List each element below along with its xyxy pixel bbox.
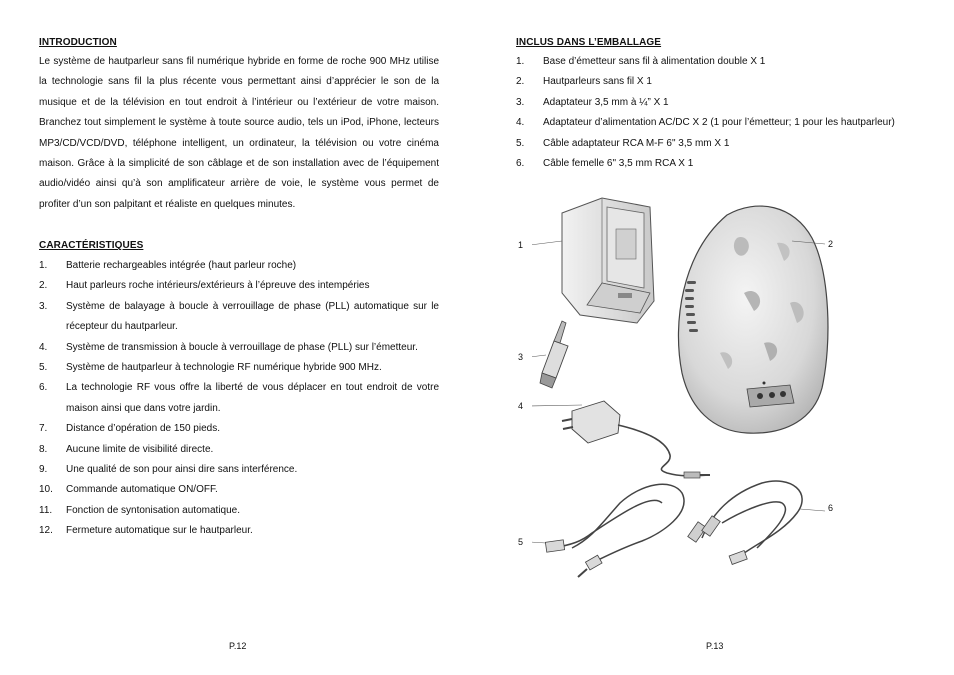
item-text: Système de balayage à boucle à verrouillage de phase (PLL) automatique sur le — [66, 300, 439, 312]
intro-line: audio/vidéo ainsi qu’à son amplificateur arrière de voie, le système vous permet de — [39, 178, 439, 190]
page-number: P.12 — [229, 641, 247, 651]
list-item — [39, 297, 439, 338]
item-number: 2. — [39, 280, 48, 292]
item-number: 3. — [516, 96, 525, 108]
item-number: 6. — [39, 382, 48, 394]
item-number: 2. — [516, 76, 525, 88]
list-item — [516, 52, 936, 72]
list-item — [39, 501, 439, 521]
features-list — [39, 256, 439, 542]
item-text: Fonction de syntonisation automatique. — [66, 504, 240, 516]
intro-line: Le système de hautparleur sans fil numérique hybride en forme de roche 900 MHz utilise — [39, 56, 439, 67]
item-text: Base d’émetteur sans fil à alimentation double X 1 — [543, 56, 766, 67]
item-text: La technologie RF vous offre la liberté de vous déplacer en tout endroit de votre — [66, 382, 439, 394]
intro-line: profiter d’un son palpitant et réaliste en quelques minutes. — [39, 198, 296, 210]
item-number: 6. — [516, 158, 525, 170]
list-item — [516, 113, 936, 133]
transmitter-base-drawing — [562, 198, 654, 323]
item-number: 1. — [516, 56, 525, 67]
item-number: 4. — [39, 341, 48, 353]
intro-line: Branchez tout simplement le système à toute source audio, tels un iPod, iPhone, lecteurs — [39, 117, 439, 129]
package-contents-illustration — [518, 193, 862, 588]
introduction-heading: INTRODUCTION — [39, 37, 117, 48]
list-item — [39, 460, 439, 480]
list-item — [39, 276, 439, 296]
item-text: Adaptateur 3,5 mm à ¼” X 1 — [543, 96, 669, 108]
item-number: 5. — [39, 362, 48, 374]
item-number: 9. — [39, 464, 48, 476]
item-text: Fermeture automatique sur le hautparleur. — [66, 525, 253, 537]
item-text: Adaptateur d’alimentation AC/DC X 2 (1 pour l’émetteur; 1 pour les hautparleur) — [543, 117, 895, 129]
rca-mf-cable-drawing — [545, 484, 684, 577]
item-number: 11. — [39, 504, 53, 516]
item-number: 1. — [39, 260, 48, 271]
item-text: Système de hautparleur à technologie RF numérique hybride 900 MHz. — [66, 362, 382, 374]
item-text: Hautparleurs sans fil X 1 — [543, 76, 652, 88]
features-heading: CARACTÉRISTIQUES — [39, 240, 144, 251]
page-number: P.13 — [706, 641, 724, 651]
list-item — [516, 134, 936, 154]
item-text: Câble adaptateur RCA M-F 6" 3,5 mm X 1 — [543, 137, 730, 149]
rock-speaker-drawing — [678, 206, 828, 433]
list-item — [39, 419, 439, 439]
item-text: Câble femelle 6" 3,5 mm RCA X 1 — [543, 158, 694, 170]
intro-line: MP3/CD/VCD/DVD, téléphone intelligent, un ordinateur, la télévision ou votre cinéma — [39, 137, 439, 149]
power-adapter-drawing — [562, 401, 710, 478]
intro-line: musique et de la télévision en tout endroit à l’intérieur ou l’extérieur de votre maison. — [39, 96, 439, 108]
list-item — [39, 338, 439, 358]
package-contents-list — [516, 52, 936, 174]
item-number: 10. — [39, 484, 53, 496]
callout-4: 4 — [518, 401, 524, 411]
item-text: Distance d’opération de 150 pieds. — [66, 423, 220, 435]
item-number: 8. — [39, 443, 48, 455]
callout-2: 2 — [828, 239, 834, 249]
item-text-continued: récepteur du hautparleur. — [66, 321, 178, 333]
item-text: Une qualité de son pour ainsi dire sans interférence. — [66, 464, 298, 476]
item-number: 7. — [39, 423, 48, 435]
item-text: Aucune limite de visibilité directe. — [66, 443, 214, 455]
item-text: Haut parleurs roche intérieurs/extérieurs à l’épreuve des intempéries — [66, 280, 370, 292]
list-item — [39, 256, 439, 276]
intro-line: la technologie sans fil la plus récente vous permettant ainsi d’apprécier le son de la — [39, 76, 439, 88]
list-item — [39, 440, 439, 460]
intro-line: maison. Grâce à la simplicité de son câblage et de son installation avec de l’équipement — [39, 157, 439, 169]
adapter-plug-drawing — [540, 321, 568, 388]
introduction-paragraph — [39, 52, 439, 215]
item-number: 3. — [39, 300, 48, 312]
list-item — [516, 154, 936, 174]
list-item — [39, 358, 439, 378]
list-item — [39, 521, 439, 541]
right-page — [477, 0, 954, 675]
callout-1: 1 — [518, 240, 524, 250]
package-contents-heading: INCLUS DANS L’EMBALLAGE — [516, 37, 662, 48]
item-text: Système de transmission à boucle à verrouillage de phase (PLL) sur l’émetteur. — [66, 341, 418, 353]
callout-6: 6 — [828, 503, 834, 513]
item-number: 12. — [39, 525, 53, 537]
item-text: Batterie rechargeables intégrée (haut parleur roche) — [66, 260, 297, 271]
list-item — [516, 93, 936, 113]
list-item — [39, 378, 439, 419]
rca-female-cable-drawing — [688, 481, 802, 564]
callout-5: 5 — [518, 537, 524, 547]
item-number: 4. — [516, 117, 525, 129]
item-number: 5. — [516, 137, 525, 149]
illustration-svg — [532, 193, 862, 588]
list-item — [39, 480, 439, 500]
callout-3: 3 — [518, 352, 524, 362]
list-item — [516, 72, 936, 92]
item-text: Commande automatique ON/OFF. — [66, 484, 218, 496]
item-text-continued: maison ainsi que dans votre jardin. — [66, 402, 221, 414]
